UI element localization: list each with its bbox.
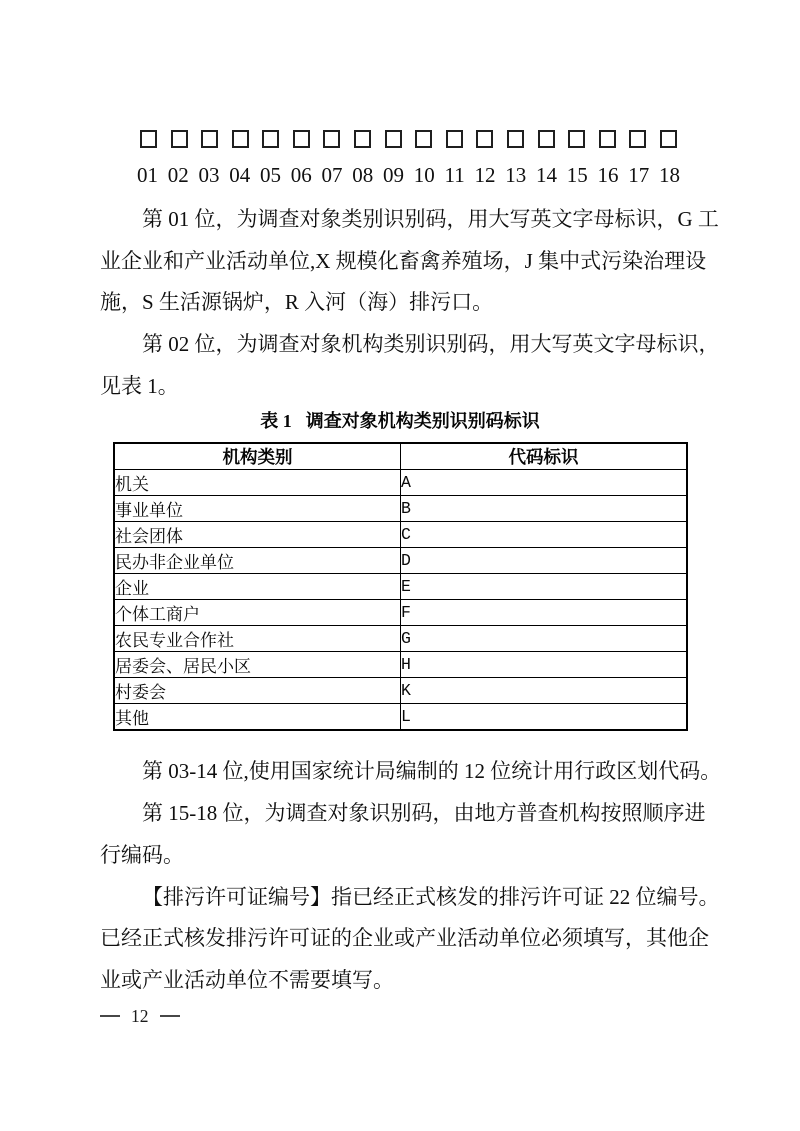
page-number: 12 xyxy=(131,1006,149,1026)
code-digit-label: 04 xyxy=(229,163,251,187)
code-letter-cell: F xyxy=(401,600,688,626)
document-body xyxy=(100,199,722,1002)
code-digit-box xyxy=(262,130,279,148)
institution-category-cell: 其他 xyxy=(114,704,401,731)
code-letter-cell: B xyxy=(401,496,688,522)
paragraphs-after-table xyxy=(100,751,722,1001)
footer-dash-left xyxy=(100,1015,120,1017)
table-row xyxy=(114,704,687,731)
code-digit-label: 02 xyxy=(167,163,189,187)
paragraph-line: 第 03-14 位,使用国家统计局编制的 12 位统计用行政区划代码。 xyxy=(142,759,722,784)
code-digit-label: 18 xyxy=(658,163,680,187)
code-letter-cell: L xyxy=(401,704,688,731)
code-digit-label: 01 xyxy=(137,163,158,187)
code-digit-label: 16 xyxy=(597,163,619,187)
table-row xyxy=(114,470,687,496)
table-row xyxy=(114,574,687,600)
code-digit-label: 07 xyxy=(321,163,343,187)
table-caption-number: 表 1 xyxy=(260,411,292,432)
table-row xyxy=(114,548,687,574)
paragraph xyxy=(100,324,720,407)
table-row xyxy=(114,678,687,704)
code-digit-label: 05 xyxy=(260,163,281,187)
code-digit-label: 14 xyxy=(535,163,557,187)
code-digit-box xyxy=(201,130,218,148)
code-letter-cell: G xyxy=(401,626,688,652)
paragraph xyxy=(100,751,722,793)
paragraph xyxy=(100,793,706,876)
table-row xyxy=(114,522,687,548)
table-row xyxy=(114,600,687,626)
code-digit-box xyxy=(293,130,310,148)
code-letter-cell: C xyxy=(401,522,688,548)
table-header-row xyxy=(114,443,687,470)
footer-dash-right xyxy=(160,1015,180,1017)
table-caption-title: 调查对象机构类别识别码标识 xyxy=(305,411,540,432)
code-digit-label: 13 xyxy=(505,163,527,187)
institution-category-cell: 企业 xyxy=(114,574,401,600)
code-digit-labels-row xyxy=(137,164,680,187)
code-digit-box xyxy=(599,130,616,148)
paragraph-line: 业企业和产业活动单位,X 规模化畜禽养殖场，J 集中式污染治理设 xyxy=(100,248,707,273)
institution-category-cell: 事业单位 xyxy=(114,496,401,522)
code-digit-label: 17 xyxy=(628,163,650,187)
code-digit-label: 09 xyxy=(383,163,404,187)
code-digit-box xyxy=(629,130,646,148)
code-digit-box xyxy=(415,130,432,148)
table-row xyxy=(114,652,687,678)
institution-category-cell: 农民专业合作社 xyxy=(114,626,401,652)
institution-category-cell: 民办非企业单位 xyxy=(114,548,401,574)
table-row xyxy=(114,496,687,522)
code-digit-box xyxy=(446,130,463,148)
code-digit-box xyxy=(660,130,677,148)
paragraph-line: 业或产业活动单位不需要填写。 xyxy=(100,967,394,992)
code-digit-box xyxy=(171,130,188,148)
code-digit-label: 15 xyxy=(566,163,588,187)
code-digit-box xyxy=(140,130,157,148)
paragraph-line: 【排污许可证编号】指已经正式核发的排污许可证 22 位编号。 xyxy=(142,884,720,909)
paragraph-line: 见表 1。 xyxy=(100,373,179,398)
institution-category-cell: 居委会、居民小区 xyxy=(114,652,401,678)
table-header-cell: 机构类别 xyxy=(114,443,401,470)
code-digit-label: 03 xyxy=(198,163,220,187)
code-letter-cell: A xyxy=(401,470,688,496)
code-letter-cell: K xyxy=(401,678,688,704)
code-letter-cell: H xyxy=(401,652,688,678)
code-digit-box xyxy=(354,130,371,148)
code-digit-box xyxy=(232,130,249,148)
table-caption xyxy=(100,407,700,442)
institution-category-cell: 个体工商户 xyxy=(114,600,401,626)
paragraph xyxy=(100,199,719,324)
table-header-cell: 代码标识 xyxy=(401,443,688,470)
paragraph xyxy=(100,877,720,1002)
paragraph-line: 第 02 位，为调查对象机构类别识别码，用大写英文字母标识， xyxy=(142,332,720,357)
code-letter-cell: E xyxy=(401,574,688,600)
code-digit-label: 11 xyxy=(444,163,465,187)
code-digit-boxes-row xyxy=(140,130,677,148)
table-row xyxy=(114,626,687,652)
code-digit-box xyxy=(385,130,402,148)
paragraph-line: 行编码。 xyxy=(100,842,184,867)
code-digit-label: 06 xyxy=(290,163,312,187)
institution-category-cell: 村委会 xyxy=(114,678,401,704)
institution-category-cell: 机关 xyxy=(114,470,401,496)
code-digit-label: 08 xyxy=(352,163,374,187)
code-letter-cell: D xyxy=(401,548,688,574)
code-digit-box xyxy=(476,130,493,148)
paragraph-line: 施，S 生活源锅炉，R 入河（海）排污口。 xyxy=(100,290,494,315)
paragraph-line: 已经正式核发排污许可证的企业或产业活动单位必须填写，其他企 xyxy=(100,926,709,951)
page-number-footer xyxy=(100,1004,180,1028)
paragraph-line: 第 15-18 位，为调查对象识别码，由地方普查机构按照顺序进 xyxy=(142,801,706,826)
code-digit-box xyxy=(507,130,524,148)
paragraph-line: 第 01 位，为调查对象类别识别码，用大写英文字母标识，G 工 xyxy=(142,207,719,231)
institution-category-code-table xyxy=(113,442,688,731)
code-digit-label: 10 xyxy=(413,163,435,187)
paragraphs-before-table xyxy=(100,199,720,407)
institution-category-cell: 社会团体 xyxy=(114,522,401,548)
code-digit-box xyxy=(323,130,340,148)
code-digit-box xyxy=(538,130,555,148)
code-digit-box xyxy=(568,130,585,148)
code-digit-label: 12 xyxy=(474,163,496,187)
